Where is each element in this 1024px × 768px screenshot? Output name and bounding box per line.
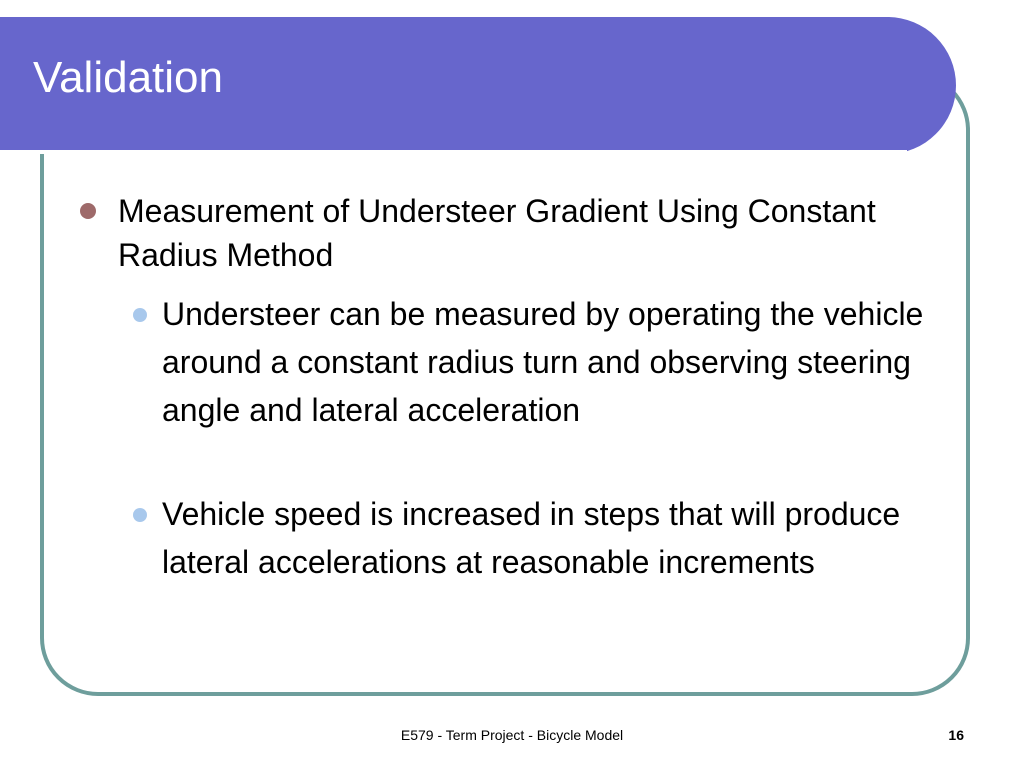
sub-bullet-item: Understeer can be measured by operating the vehicle around a constant radius turn and observing steering angle and lateral acceleration — [162, 296, 924, 428]
bullet-dot-icon — [80, 203, 96, 219]
footer-text: E579 - Term Project - Bicycle Model — [400, 727, 624, 743]
slide-title: Validation — [33, 53, 223, 102]
sub-bullet-item: Vehicle speed is increased in steps that will produce lateral accelerations at reasonable increments — [162, 496, 901, 580]
sub-bullet-dot-icon — [133, 308, 147, 322]
title-underline — [0, 150, 907, 154]
sub-bullet-dot-icon — [133, 508, 147, 522]
bullet-item: Measurement of Understeer Gradient Using Constant Radius Method — [118, 193, 876, 273]
page-number: 16 — [948, 727, 964, 743]
